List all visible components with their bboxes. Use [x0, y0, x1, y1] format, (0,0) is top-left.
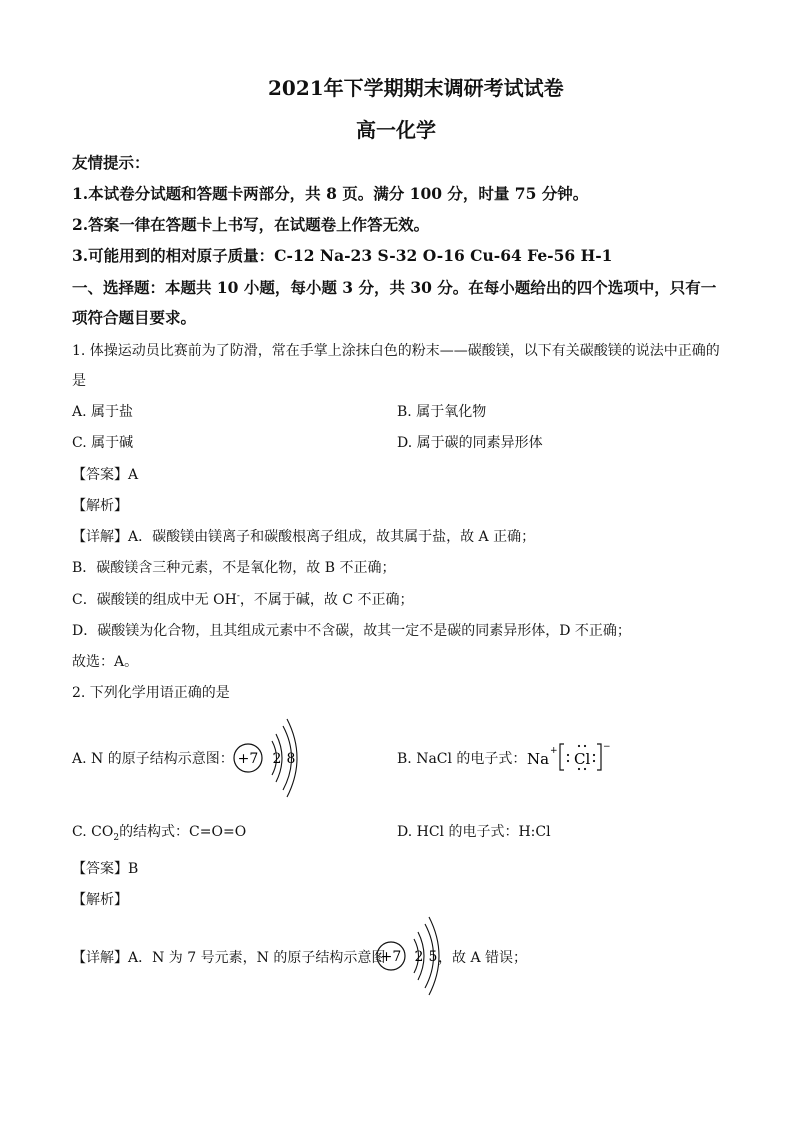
left-bracket	[560, 744, 564, 770]
nucleus-charge: +7	[380, 949, 402, 965]
exam-subject: 高一化学	[356, 118, 436, 142]
q1-option-d: D. 属于碳的同素异形体	[397, 435, 543, 451]
chlorine-symbol: Cl	[574, 750, 591, 768]
sodium-symbol: Na	[527, 750, 550, 768]
sodium-charge: +	[550, 746, 558, 756]
tips-line-1: 1.本试卷分试题和答题卡两部分，共 8 页。满分 100 分，时量 75 分钟。	[72, 184, 589, 203]
q2-detail-a	[72, 947, 385, 967]
q1-analysis-tag: 【解析】	[72, 498, 128, 514]
q1-detail-a	[72, 526, 535, 546]
answer-tag: 【答案】	[72, 467, 128, 483]
detail-tag: 【详解】	[72, 950, 128, 966]
option-c-rest: 的结构式：C=O=O	[119, 824, 247, 840]
q2-option-a-atom-diagram	[228, 716, 308, 804]
right-bracket	[597, 744, 601, 770]
co2-subscript: 2	[113, 832, 120, 843]
detail-tag: 【详解】	[72, 529, 128, 545]
q1-detail-c	[72, 589, 414, 609]
section-heading-line-1: 一、选择题：本题共 10 小题，每小题 3 分，共 30 分。在每小题给出的四个选项中，只有一	[72, 278, 717, 297]
detail-c-rest: ，不属于碱，故 C 不正确；	[239, 592, 414, 608]
q1-detail-b: B．碳酸镁含三种元素，不是氧化物，故 B 不正确；	[72, 560, 396, 576]
detail-a-text: A．N 为 7 号元素，N 的原子结构示意图	[128, 950, 386, 966]
nucleus-charge: +7	[237, 751, 259, 767]
q1-answer	[72, 464, 138, 484]
exam-title: 2021年下学期期末调研考试试卷	[268, 76, 564, 100]
q1-option-a: A. 属于盐	[72, 404, 134, 420]
q1-detail-d: D．碳酸镁为化合物，且其组成元素中不含碳，故其一定不是碳的同素异形体，D 不正确；	[72, 623, 631, 639]
hydroxide-charge: -	[236, 591, 240, 602]
q2-option-b-text: B. NaCl 的电子式：	[397, 751, 527, 767]
q1-stem-line-2: 是	[72, 373, 86, 389]
q1-stem-line-1: 1. 体操运动员比赛前为了防滑，常在手掌上涂抹白色的粉末——碳酸镁，以下有关碳酸镁的说法中正确的	[72, 343, 720, 359]
q2-option-c	[72, 821, 246, 843]
co2-formula: CO	[91, 824, 114, 840]
answer-tag: 【答案】	[72, 861, 128, 877]
section-heading-line-2: 项符合题目要求。	[72, 308, 197, 327]
q2-detail-a-post: ，故 A 错误；	[438, 950, 528, 966]
q2-analysis-tag: 【解析】	[72, 892, 128, 908]
q1-conclusion: 故选：A。	[72, 654, 139, 670]
q2-option-b-electron-formula	[527, 740, 609, 778]
tips-line-3: 3.可能用到的相对原子质量：C-12 Na-23 S-32 O-16 Cu-64 Fe-56 H-1	[72, 246, 613, 265]
q2-stem: 2. 下列化学用语正确的是	[72, 685, 230, 701]
q2-answer	[72, 858, 138, 878]
tips-heading: 友情提示：	[72, 153, 150, 172]
chloride-charge: −	[603, 742, 611, 752]
q2-option-a-text: A. N 的原子结构示意图：	[72, 751, 234, 767]
answer-value: A	[128, 467, 139, 483]
tips-line-2: 2.答案一律在答题卡上书写，在试题卷上作答无效。	[72, 215, 430, 234]
answer-value: B	[128, 861, 139, 877]
detail-c-text: C．碳酸镁的组成中无 OH	[72, 592, 237, 608]
shell-2-count: 8	[286, 751, 296, 767]
q2-option-d: D. HCl 的电子式：H:Cl	[397, 824, 551, 840]
shell-2-count: 5	[428, 949, 438, 965]
option-c-label: C.	[72, 824, 92, 840]
q1-option-b: B. 属于氧化物	[397, 404, 487, 420]
q1-option-c: C. 属于碱	[72, 435, 134, 451]
detail-a-text: A．碳酸镁由镁离子和碳酸根离子组成，故其属于盐，故 A 正确；	[128, 529, 536, 545]
shell-1-count: 2	[414, 949, 424, 965]
shell-1-count: 2	[272, 751, 282, 767]
